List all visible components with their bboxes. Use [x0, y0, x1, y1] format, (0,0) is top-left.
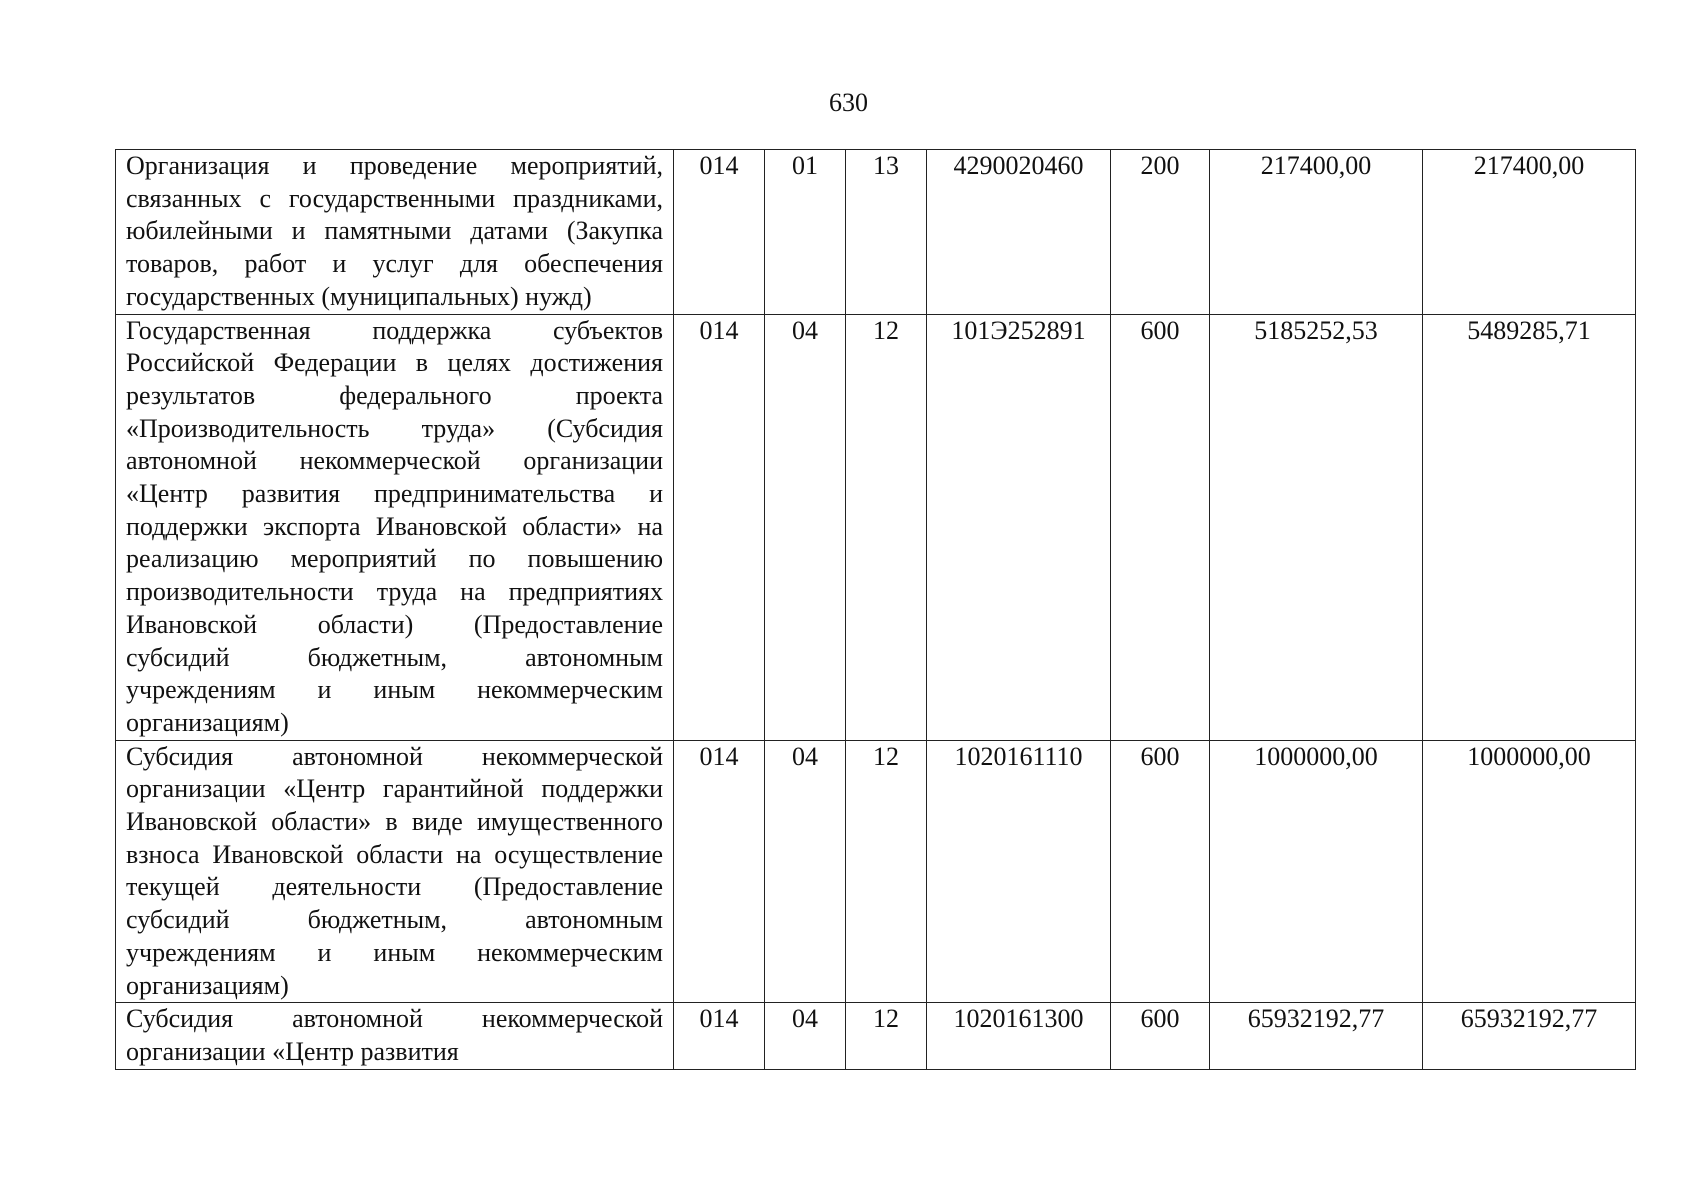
budget-table [115, 149, 1636, 1070]
amount-year-2: 65932192,77 [1423, 1003, 1636, 1069]
amount-year-2: 5489285,71 [1423, 314, 1636, 740]
expense-description: Государственная поддержка субъектов Российской Федерации в целях достижения результатов федерального проекта «Производительность труда» (Субсидия автономной некоммерческой организации «Центр развития предпринимательства и поддержки экспорта Ивановской области» на реализацию мероприятий по повышению производительности труда на предприятиях Ивановской области) (Предоставление субсидий бюджетным, автономным учреждениям и иным некоммерческим организациям) [116, 314, 674, 740]
table-row [116, 314, 1636, 740]
table-row [116, 740, 1636, 1003]
grbs-code: 014 [674, 150, 765, 315]
subsection-code: 13 [846, 150, 927, 315]
section-code: 04 [765, 740, 846, 1003]
expense-type-code: 600 [1111, 314, 1210, 740]
table-row [116, 1003, 1636, 1069]
section-code: 01 [765, 150, 846, 315]
subsection-code: 12 [846, 740, 927, 1003]
target-article-code: 4290020460 [927, 150, 1111, 315]
amount-year-2: 1000000,00 [1423, 740, 1636, 1003]
expense-type-code: 600 [1111, 740, 1210, 1003]
subsection-code: 12 [846, 1003, 927, 1069]
expense-description: Организация и проведение мероприятий, связанных с государственными праздниками, юбилейными и памятными датами (Закупка товаров, работ и услуг для обеспечения государственных (муниципальных) нужд) [116, 150, 674, 315]
expense-description: Субсидия автономной некоммерческой организации «Центр развития [116, 1003, 674, 1069]
section-code: 04 [765, 1003, 846, 1069]
amount-year-1: 1000000,00 [1210, 740, 1423, 1003]
target-article-code: 1020161110 [927, 740, 1111, 1003]
grbs-code: 014 [674, 314, 765, 740]
expense-type-code: 600 [1111, 1003, 1210, 1069]
section-code: 04 [765, 314, 846, 740]
page-number: 630 [829, 88, 868, 117]
amount-year-1: 65932192,77 [1210, 1003, 1423, 1069]
amount-year-1: 217400,00 [1210, 150, 1423, 315]
subsection-code: 12 [846, 314, 927, 740]
target-article-code: 1020161300 [927, 1003, 1111, 1069]
target-article-code: 101Э252891 [927, 314, 1111, 740]
grbs-code: 014 [674, 1003, 765, 1069]
expense-type-code: 200 [1111, 150, 1210, 315]
amount-year-1: 5185252,53 [1210, 314, 1423, 740]
table-row [116, 150, 1636, 315]
grbs-code: 014 [674, 740, 765, 1003]
expense-description: Субсидия автономной некоммерческой организации «Центр гарантийной поддержки Ивановской области» в виде имущественного взноса Ивановской области на осуществление текущей деятельности (Предоставление субсидий бюджетным, автономным учреждениям и иным некоммерческим организациям) [116, 740, 674, 1003]
amount-year-2: 217400,00 [1423, 150, 1636, 315]
